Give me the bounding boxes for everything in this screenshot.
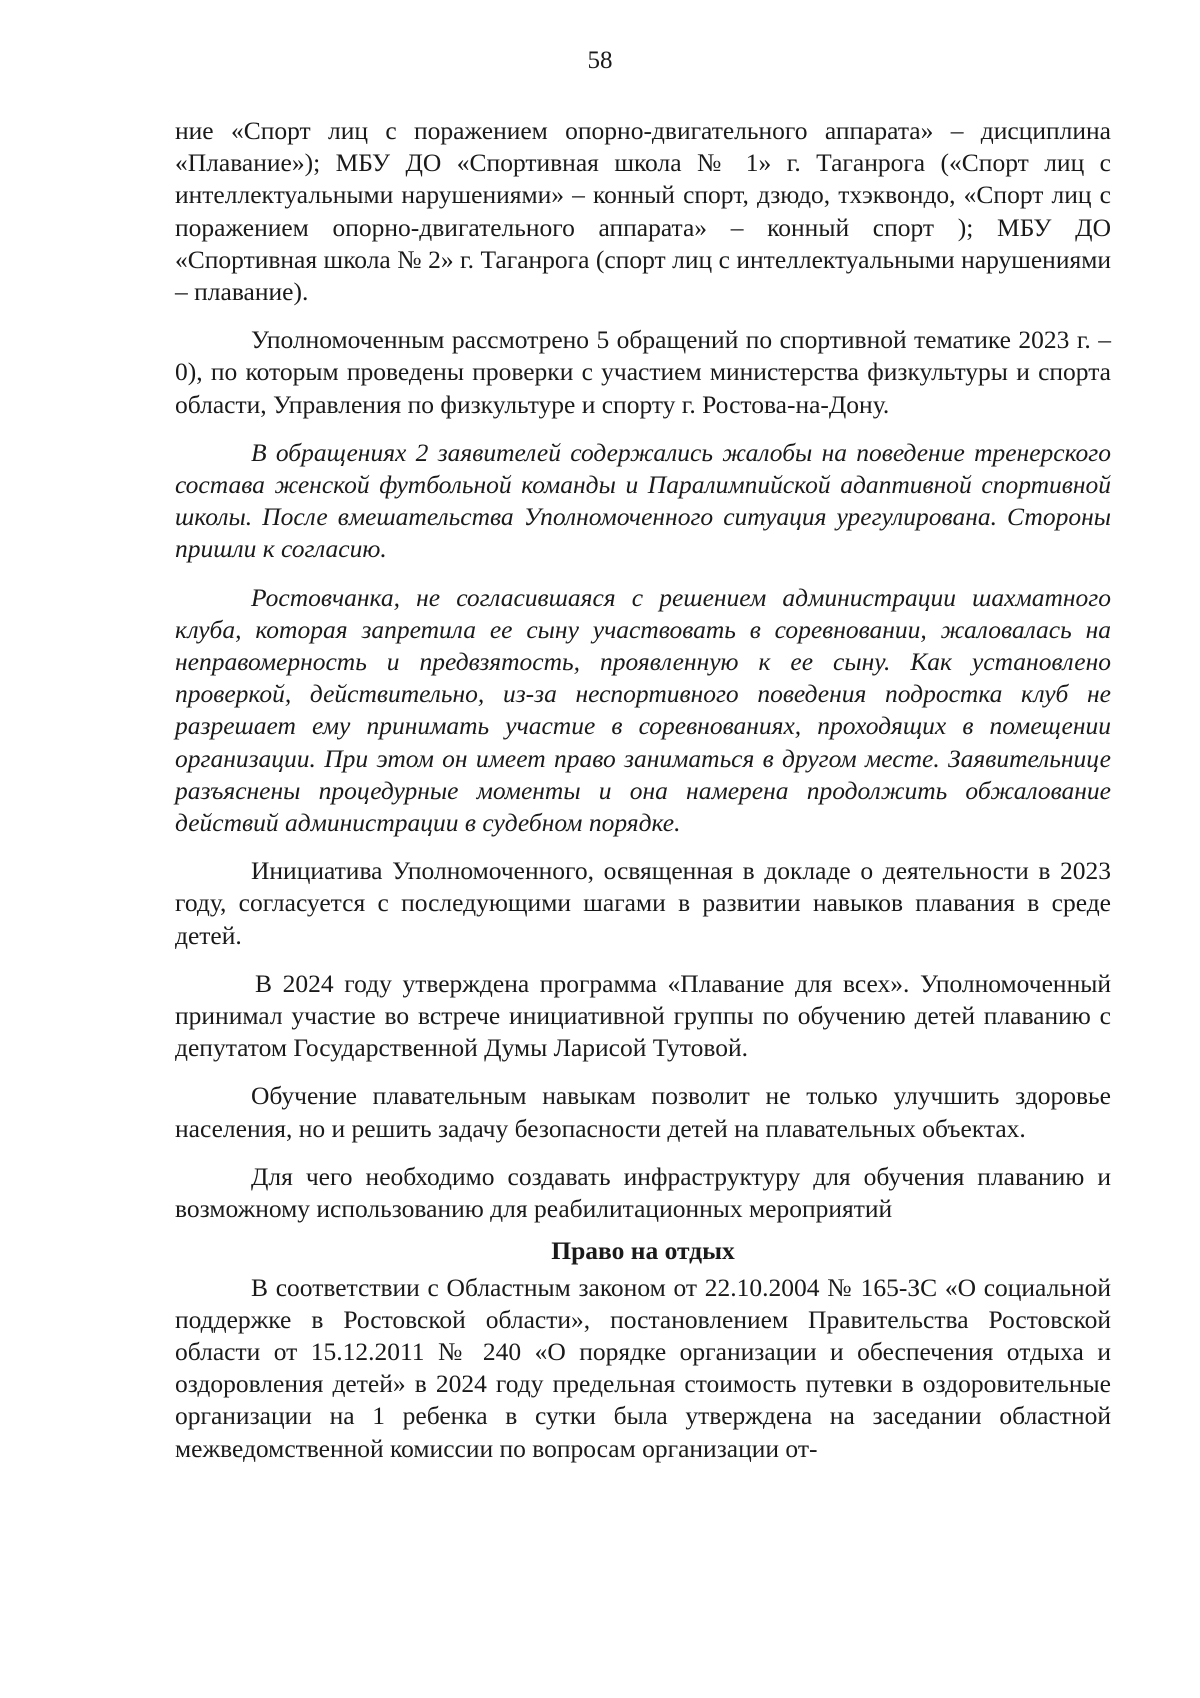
paragraph-infrastructure: Для чего необходимо создавать инфраструктуру для обучения плаванию и возможному использованию для реабилитационных мероприятий xyxy=(175,1161,1111,1224)
paragraph-case-chess-club: Ростовчанка, не согласившаяся с решением администрации шахматного клуба, которая запретила ее сыну участвовать в соревновании, жаловалась на неправомерность и предвзятость, проявленную к ее сыну. Как установлено проверкой, действительно, из-за неспортивного поведения подростка клуб не разрешает ему принимать участие в соревнованиях, проходящих в помещении организации. При этом он имеет право заниматься в другом месте. Заявительнице разъяснены процедурные моменты и она намерена продолжить обжалование действий администрации в судебном порядке. xyxy=(175,582,1111,838)
paragraph-swimming-skills: Обучение плавательным навыкам позволит не только улучшить здоровье населения, но и решить задачу безопасности детей на плавательных объектах. xyxy=(175,1081,1111,1143)
paragraph-continuation: ние «Спорт лиц с поражением опорно-двигательного аппарата» – дисциплина «Плавание»); МБУ ДО «Спортивная школа № 1» г. Таганрога («Спорт лиц с интеллектуальными нарушениями» – конный спорт, дзюдо, тхэквондо, «Спорт лиц с поражением опорно-двигательного аппарата» – конный спорт ); МБУ ДО «Спортивная школа № 2» г. Таганрога (спорт лиц с интеллектуальными нарушениями – плавание). xyxy=(175,116,1111,307)
page-number: 58 xyxy=(587,47,613,74)
section-heading-right-to-rest: Право на отдых xyxy=(551,1236,735,1266)
paragraph-swimming-program: В 2024 году утверждена программа «Плавание для всех». Уполномоченный принимал участие во встрече инициативной группы по обучению детей плаванию с депутатом Государственной Думы Ларисой Тутовой. xyxy=(175,968,1111,1063)
paragraph-appeals-count: Уполномоченным рассмотрено 5 обращений по спортивной тематике 2023 г. – 0), по которым проведены проверки с участием министерства физкультуры и спорта области, Управления по физкультуре и спорту г. Ростова-на-Дону. xyxy=(175,325,1111,419)
paragraph-initiative: Инициатива Уполномоченного, освященная в докладе о деятельности в 2023 году, согласуется с последующими шагами в развитии навыков плавания в среде детей. xyxy=(175,856,1111,950)
paragraph-case-coaching-staff: В обращениях 2 заявителей содержались жалобы на поведение тренерского состава женской футбольной команды и Паралимпийской адаптивной спортивной школы. После вмешательства Уполномоченного ситуация урегулирована. Стороны пришли к согласию. xyxy=(175,437,1111,564)
page-body xyxy=(175,115,1111,1465)
paragraph-regional-law: В соответствии с Областным законом от 22.10.2004 № 165-ЗС «О социальной поддержке в Ростовской области», постановлением Правительства Ростовской области от 15.12.2011 № 240 «О порядке организации и обеспечения отдыха и оздоровления детей» в 2024 году предельная стоимость путевки в оздоровительные организации на 1 ребенка в сутки была утверждена на заседании областной межведомственной комиссии по вопросам организации от- xyxy=(175,1272,1111,1463)
